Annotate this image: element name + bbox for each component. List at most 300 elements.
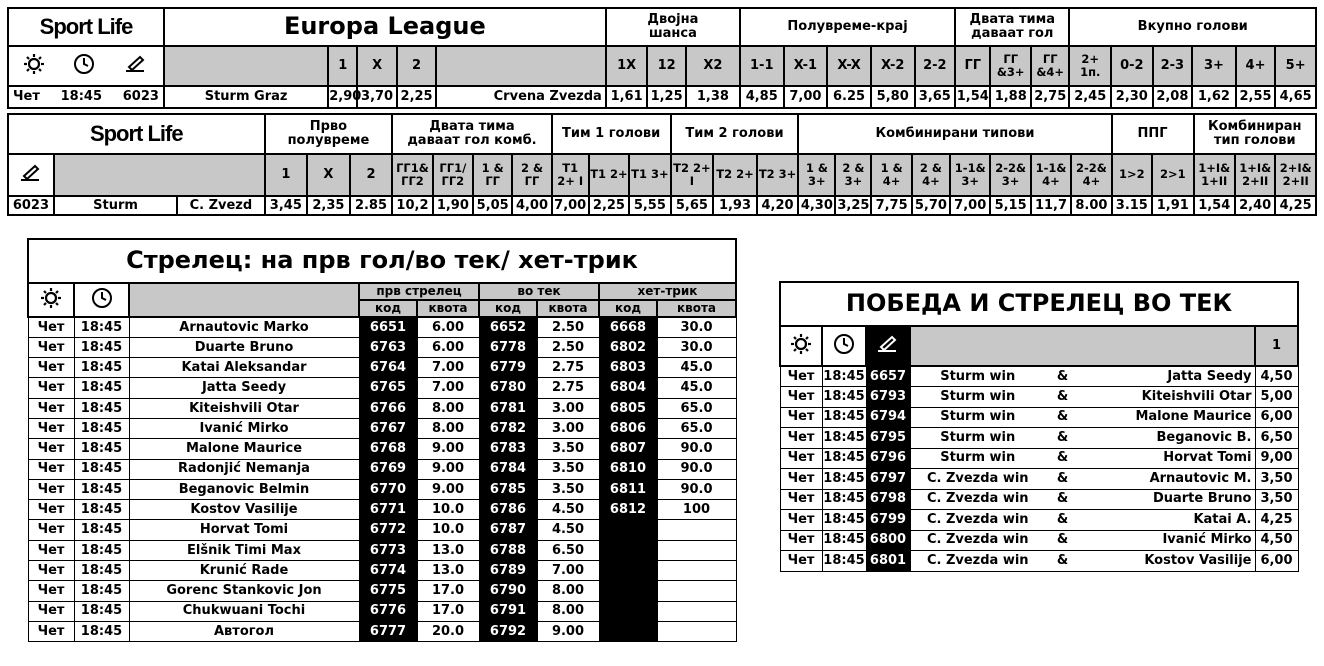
scorer-name: Malone Maurice [129, 439, 359, 459]
win-odd[interactable]: 6,00 [1255, 551, 1298, 572]
blank-header [54, 154, 265, 196]
scorer-row[interactable] [28, 439, 736, 459]
win-day: Чет [780, 366, 822, 387]
col-x-2: X-2 [871, 46, 915, 86]
special-code: 6023 [8, 196, 54, 215]
odd-cell[interactable]: 4,00 [512, 196, 551, 215]
odd-cell[interactable]: 2,40 [1235, 196, 1275, 215]
odd-header: квота [657, 300, 736, 317]
code-header: код [359, 300, 417, 317]
odd-cell[interactable]: 1,54 [955, 86, 990, 108]
odd-cell[interactable]: 1,62 [1192, 86, 1236, 108]
match-row[interactable] [8, 86, 1316, 108]
combined-goals-header: Комбиниран тип голови [1194, 114, 1316, 154]
hattrick-code: 6806 [599, 418, 657, 438]
first-scorer-odd[interactable]: 6.00 [417, 317, 479, 337]
win-player: Arnautovic M. [1080, 469, 1255, 490]
match-code: 6023 [122, 89, 159, 105]
scorer-name: Jatta Seedy [129, 378, 359, 398]
half-full-header: Полувреме-крај [740, 8, 955, 46]
scorer-name: Horvat Tomi [129, 520, 359, 540]
ampersand: & [1045, 530, 1080, 551]
anytime-odd[interactable]: 2.50 [537, 317, 599, 337]
anytime-code: 6780 [479, 378, 537, 398]
scorer-day: Чет [28, 378, 74, 398]
odd-cell[interactable]: 3,45 [265, 196, 308, 215]
first-scorer-odd[interactable]: 9.00 [417, 459, 479, 479]
both-combo-header: Двата тима даваат гол комб. [392, 114, 551, 154]
hattrick-odd [657, 601, 736, 621]
col-header: 1 [265, 154, 308, 196]
scorer-row[interactable] [28, 459, 736, 479]
win-row[interactable] [780, 530, 1298, 551]
first-scorer-odd[interactable]: 6.00 [417, 337, 479, 357]
win-odd[interactable]: 4,50 [1255, 366, 1298, 387]
win-team: C. Zvezda win [910, 551, 1045, 572]
hattrick-odd [657, 540, 736, 560]
odd-cell[interactable]: 6.25 [827, 86, 871, 108]
signature-icon [875, 333, 901, 359]
scorer-row[interactable] [28, 317, 736, 337]
odd-1[interactable]: 2,90 [328, 86, 357, 108]
win-time: 18:45 [822, 387, 866, 408]
scorer-day: Чет [28, 540, 74, 560]
odd-cell[interactable]: 7,75 [871, 196, 911, 215]
odd-cell[interactable]: 1,91 [1152, 196, 1194, 215]
first-scorer-odd[interactable]: 17.0 [417, 601, 479, 621]
win-day: Чет [780, 551, 822, 572]
win-code: 6799 [866, 510, 910, 531]
hattrick-code [599, 581, 657, 601]
first-scorer-odd[interactable]: 10.0 [417, 520, 479, 540]
first-scorer-code: 6772 [359, 520, 417, 540]
col-header: X [307, 154, 350, 196]
anytime-odd[interactable]: 2.75 [537, 378, 599, 398]
win-odd[interactable]: 4,25 [1255, 510, 1298, 531]
hattrick-code [599, 621, 657, 641]
clock-icon [73, 53, 95, 79]
odd-cell[interactable]: 2,30 [1111, 86, 1153, 108]
scorer-row[interactable] [28, 561, 736, 581]
scorer-time: 18:45 [74, 561, 129, 581]
anytime-code: 6787 [479, 520, 537, 540]
scorer-row[interactable] [28, 601, 736, 621]
col-header: ГГ1/ ГГ2 [433, 154, 473, 196]
hattrick-odd[interactable]: 45.0 [657, 378, 736, 398]
win-odd[interactable]: 6,00 [1255, 407, 1298, 428]
col-header: 2 & 3+ [835, 154, 871, 196]
odd-cell[interactable]: 3.15 [1112, 196, 1152, 215]
win-row[interactable] [780, 551, 1298, 572]
hattrick-odd[interactable]: 30.0 [657, 317, 736, 337]
win-time: 18:45 [822, 428, 866, 449]
col-header: T2 3+ [757, 154, 798, 196]
col-2: 2 [397, 46, 437, 86]
first-scorer-code: 6777 [359, 621, 417, 641]
win-row[interactable] [780, 366, 1298, 387]
win-odd[interactable]: 3,50 [1255, 469, 1298, 490]
scorer-time: 18:45 [74, 540, 129, 560]
odd-cell[interactable]: 5,05 [473, 196, 512, 215]
win-row[interactable] [780, 510, 1298, 531]
col-header: 1 & 3+ [798, 154, 835, 196]
odd-cell[interactable]: 7,00 [950, 196, 990, 215]
scorer-time: 18:45 [74, 479, 129, 499]
odd-cell[interactable]: 5,15 [990, 196, 1030, 215]
win-player: Ivanić Mirko [1080, 530, 1255, 551]
win-odd[interactable]: 6,50 [1255, 428, 1298, 449]
odd-cell[interactable]: 1,38 [686, 86, 740, 108]
scorer-day: Чет [28, 459, 74, 479]
scorer-row[interactable] [28, 378, 736, 398]
ampersand: & [1045, 407, 1080, 428]
first-scorer-code: 6771 [359, 500, 417, 520]
special-column-header-row [8, 154, 1316, 196]
hattrick-header: хет-трик [599, 283, 736, 300]
first-scorer-code: 6765 [359, 378, 417, 398]
team2-goals-header: Тим 2 голови [671, 114, 799, 154]
odd-cell[interactable]: 2,75 [1031, 86, 1069, 108]
scorer-name: Elšnik Timi Max [129, 540, 359, 560]
anytime-code: 6782 [479, 418, 537, 438]
sun-icon [40, 287, 62, 313]
first-scorer-code: 6651 [359, 317, 417, 337]
win-code: 6793 [866, 387, 910, 408]
anytime-odd[interactable]: 3.50 [537, 439, 599, 459]
odd-cell[interactable]: 2.85 [350, 196, 393, 215]
odd-cell[interactable]: 2,45 [1069, 86, 1111, 108]
league-title: Europa League [164, 8, 606, 46]
odd-cell[interactable]: 5,70 [912, 196, 950, 215]
anytime-odd[interactable]: 4.50 [537, 520, 599, 540]
win-row[interactable] [780, 469, 1298, 490]
scorer-row[interactable] [28, 621, 736, 641]
col-header: 1-1& 4+ [1031, 154, 1071, 196]
odd-cell[interactable]: 2,25 [589, 196, 629, 215]
win-code: 6798 [866, 489, 910, 510]
odd-cell[interactable]: 1,93 [713, 196, 757, 215]
scorer-name: Krunić Rade [129, 561, 359, 581]
anytime-code: 6784 [479, 459, 537, 479]
first-scorer-code: 6770 [359, 479, 417, 499]
win-odd[interactable]: 5,00 [1255, 387, 1298, 408]
win-code: 6796 [866, 448, 910, 469]
special-odds-table [7, 113, 1317, 216]
hattrick-code: 6811 [599, 479, 657, 499]
scorer-name: Chukwuani Tochi [129, 601, 359, 621]
odd-cell[interactable]: 8.00 [1071, 196, 1111, 215]
odd-2[interactable]: 2,25 [397, 86, 437, 108]
win-team: C. Zvezda win [910, 489, 1045, 510]
win-day: Чет [780, 510, 822, 531]
scorer-time: 18:45 [74, 601, 129, 621]
blank-header [436, 46, 605, 86]
col-header: ГГ1& ГГ2 [392, 154, 432, 196]
anytime-odd[interactable]: 2.75 [537, 358, 599, 378]
odd-cell[interactable]: 5,55 [629, 196, 670, 215]
anytime-odd[interactable]: 3.50 [537, 459, 599, 479]
win-row[interactable] [780, 489, 1298, 510]
col-2-3: 2-3 [1153, 46, 1193, 86]
odd-cell[interactable]: 4,25 [1275, 196, 1316, 215]
blank-header [164, 46, 328, 86]
odd-cell[interactable]: 1,25 [647, 86, 685, 108]
win-rows [780, 366, 1298, 571]
hattrick-odd[interactable]: 65.0 [657, 418, 736, 438]
match-day: Чет [13, 89, 40, 105]
win-player: Beganovic B. [1080, 428, 1255, 449]
hattrick-odd[interactable]: 90.0 [657, 439, 736, 459]
clock-icon [91, 287, 113, 313]
odd-cell[interactable]: 2,35 [307, 196, 350, 215]
odd-cell[interactable]: 3,65 [915, 86, 956, 108]
win-odd[interactable]: 3,50 [1255, 489, 1298, 510]
anytime-code: 6790 [479, 581, 537, 601]
first-scorer-code: 6766 [359, 398, 417, 418]
col-header: T2 2+ I [671, 154, 714, 196]
odd-cell[interactable]: 4,20 [757, 196, 798, 215]
scorer-row[interactable] [28, 479, 736, 499]
anytime-odd[interactable]: 9.00 [537, 621, 599, 641]
scorer-name: Автогол [129, 621, 359, 641]
scorer-group-header-row [28, 283, 736, 300]
first-scorer-odd[interactable]: 8.00 [417, 418, 479, 438]
win-odd[interactable]: 4,50 [1255, 530, 1298, 551]
anytime-odd[interactable]: 7.00 [537, 561, 599, 581]
first-scorer-odd[interactable]: 10.0 [417, 500, 479, 520]
scorer-day: Чет [28, 479, 74, 499]
scorer-day: Чет [28, 418, 74, 438]
first-scorer-odd[interactable]: 7.00 [417, 378, 479, 398]
scorer-table-title: Стрелец: на прв гол/во тек/ хет-трик [28, 239, 736, 283]
ampersand: & [1045, 366, 1080, 387]
hattrick-code: 6668 [599, 317, 657, 337]
win-row[interactable] [780, 407, 1298, 428]
odd-cell[interactable]: 5,65 [671, 196, 714, 215]
code-header: код [479, 300, 537, 317]
win-scorer-table [779, 281, 1299, 572]
win-code: 6797 [866, 469, 910, 490]
col-header: 1-1& 3+ [950, 154, 990, 196]
home-team: Sturm [54, 196, 177, 215]
odd-cell[interactable]: 2,55 [1236, 86, 1276, 108]
scorer-name: Arnautovic Marko [129, 317, 359, 337]
match-column-header-row [8, 46, 1316, 86]
col-header: 2 & 4+ [912, 154, 950, 196]
scorer-day: Чет [28, 398, 74, 418]
scorer-name: Katai Aleksandar [129, 358, 359, 378]
anytime-odd[interactable]: 8.00 [537, 581, 599, 601]
scorer-name: Radonjić Nemanja [129, 459, 359, 479]
first-half-header: Прво полувреме [265, 114, 393, 154]
col-2-1p: 2+ 1п. [1069, 46, 1111, 86]
odd-cell[interactable]: 11,7 [1031, 196, 1071, 215]
win-team: Sturm win [910, 428, 1045, 449]
col-header: 2+I& 2+II [1275, 154, 1316, 196]
scorer-day: Чет [28, 581, 74, 601]
col-1: 1 [328, 46, 357, 86]
odd-x[interactable]: 3,70 [357, 86, 397, 108]
first-scorer-odd[interactable]: 20.0 [417, 621, 479, 641]
scorer-day: Чет [28, 358, 74, 378]
col-header: 1+I& 2+II [1235, 154, 1275, 196]
match-odds-table [7, 7, 1317, 109]
hattrick-code [599, 561, 657, 581]
ampersand: & [1045, 387, 1080, 408]
scorer-row[interactable] [28, 337, 736, 357]
anytime-code: 6789 [479, 561, 537, 581]
win-time: 18:45 [822, 510, 866, 531]
scorer-day: Чет [28, 561, 74, 581]
ampersand: & [1045, 510, 1080, 531]
odd-cell[interactable]: 10,2 [392, 196, 432, 215]
odd-cell[interactable]: 7,00 [784, 86, 828, 108]
anytime-scorer-header: во тек [479, 283, 599, 300]
win-header-row [780, 326, 1298, 366]
scorer-name: Beganovic Belmin [129, 479, 359, 499]
scorer-time: 18:45 [74, 500, 129, 520]
win-team: C. Zvezda win [910, 469, 1045, 490]
ampersand: & [1045, 489, 1080, 510]
scorer-time: 18:45 [74, 378, 129, 398]
col-header: T1 3+ [629, 154, 670, 196]
odd-header: квота [537, 300, 599, 317]
anytime-odd[interactable]: 6.50 [537, 540, 599, 560]
first-scorer-odd[interactable]: 13.0 [417, 561, 479, 581]
scorer-name: Duarte Bruno [129, 337, 359, 357]
anytime-odd[interactable]: 3.00 [537, 398, 599, 418]
scorer-time: 18:45 [74, 418, 129, 438]
scorer-row[interactable] [28, 418, 736, 438]
scorer-row[interactable] [28, 500, 736, 520]
odd-cell[interactable]: 1,61 [606, 86, 648, 108]
scorer-time: 18:45 [74, 581, 129, 601]
icon-cell [8, 46, 164, 86]
scorer-day: Чет [28, 439, 74, 459]
blank-header [910, 326, 1255, 366]
first-scorer-odd[interactable]: 9.00 [417, 479, 479, 499]
win-row[interactable] [780, 448, 1298, 469]
win-time: 18:45 [822, 551, 866, 572]
anytime-code: 6781 [479, 398, 537, 418]
win-day: Чет [780, 387, 822, 408]
win-time: 18:45 [822, 366, 866, 387]
scorer-name: Kostov Vasilije [129, 500, 359, 520]
col-1x: 1X [606, 46, 648, 86]
hattrick-odd[interactable]: 45.0 [657, 358, 736, 378]
hattrick-odd[interactable]: 90.0 [657, 479, 736, 499]
col-gg: ГГ [955, 46, 990, 86]
blank-header [129, 283, 359, 317]
odd-cell[interactable]: 1,88 [990, 86, 1031, 108]
scorer-name: Gorenc Stankovic Jon [129, 581, 359, 601]
win-time: 18:45 [822, 407, 866, 428]
col-header: 1>2 [1112, 154, 1152, 196]
hattrick-odd[interactable]: 100 [657, 500, 736, 520]
scorer-day: Чет [28, 337, 74, 357]
odd-cell[interactable]: 1,90 [433, 196, 473, 215]
first-scorer-odd[interactable]: 9.00 [417, 439, 479, 459]
win-team: Sturm win [910, 407, 1045, 428]
hattrick-odd[interactable]: 65.0 [657, 398, 736, 418]
win-odd[interactable]: 9,00 [1255, 448, 1298, 469]
win-code: 6800 [866, 530, 910, 551]
hattrick-odd[interactable]: 30.0 [657, 337, 736, 357]
scorer-row[interactable] [28, 398, 736, 418]
ampersand: & [1045, 469, 1080, 490]
odd-cell[interactable]: 4,30 [798, 196, 835, 215]
scorer-row[interactable] [28, 540, 736, 560]
brand-logo: Sport Life [8, 114, 265, 154]
col-header: T1 2+ I [552, 154, 589, 196]
hattrick-odd[interactable]: 90.0 [657, 459, 736, 479]
odd-cell[interactable]: 1,54 [1194, 196, 1235, 215]
odd-cell[interactable]: 4,65 [1275, 86, 1316, 108]
col-header: T2 2+ [713, 154, 757, 196]
anytime-odd[interactable]: 3.00 [537, 418, 599, 438]
ppg-header: ППГ [1112, 114, 1194, 154]
odd-header: квота [417, 300, 479, 317]
hattrick-code: 6807 [599, 439, 657, 459]
anytime-code: 6778 [479, 337, 537, 357]
col-gg-4: ГГ &4+ [1031, 46, 1069, 86]
scorer-rows [28, 317, 736, 642]
anytime-odd[interactable]: 8.00 [537, 601, 599, 621]
odd-cell[interactable]: 7,00 [552, 196, 589, 215]
sun-icon [790, 333, 812, 359]
first-scorer-odd[interactable]: 7.00 [417, 358, 479, 378]
hattrick-odd [657, 621, 736, 641]
scorer-row[interactable] [28, 358, 736, 378]
ampersand: & [1045, 448, 1080, 469]
scorer-row[interactable] [28, 581, 736, 601]
sun-cell [780, 326, 822, 366]
win-table-title: ПОБЕДА И СТРЕЛЕЦ ВО ТЕК [780, 282, 1298, 326]
first-scorer-header: прв стрелец [359, 283, 479, 300]
scorer-row[interactable] [28, 520, 736, 540]
first-scorer-odd[interactable]: 8.00 [417, 398, 479, 418]
clock-cell [822, 326, 866, 366]
anytime-odd[interactable]: 3.50 [537, 479, 599, 499]
special-row[interactable] [8, 196, 1316, 215]
scorer-time: 18:45 [74, 358, 129, 378]
win-code: 6795 [866, 428, 910, 449]
win-row[interactable] [780, 387, 1298, 408]
col-x: X [357, 46, 397, 86]
win-player: Kostov Vasilije [1080, 551, 1255, 572]
anytime-odd[interactable]: 4.50 [537, 500, 599, 520]
anytime-code: 6652 [479, 317, 537, 337]
win-team: Sturm win [910, 366, 1045, 387]
scorer-time: 18:45 [74, 398, 129, 418]
odd-cell[interactable]: 4,85 [740, 86, 784, 108]
first-scorer-odd[interactable]: 17.0 [417, 581, 479, 601]
first-scorer-odd[interactable]: 13.0 [417, 540, 479, 560]
scorer-day: Чет [28, 317, 74, 337]
win-time: 18:45 [822, 469, 866, 490]
both-score-header: Двата тима даваат гол [955, 8, 1069, 46]
odd-cell[interactable]: 2,08 [1153, 86, 1193, 108]
odd-cell[interactable]: 3,25 [835, 196, 871, 215]
col-gg-3: ГГ &3+ [990, 46, 1031, 86]
scorer-time: 18:45 [74, 439, 129, 459]
scorer-day: Чет [28, 621, 74, 641]
win-row[interactable] [780, 428, 1298, 449]
first-scorer-code: 6769 [359, 459, 417, 479]
hattrick-code: 6804 [599, 378, 657, 398]
odd-cell[interactable]: 5,80 [871, 86, 915, 108]
anytime-odd[interactable]: 2.50 [537, 337, 599, 357]
